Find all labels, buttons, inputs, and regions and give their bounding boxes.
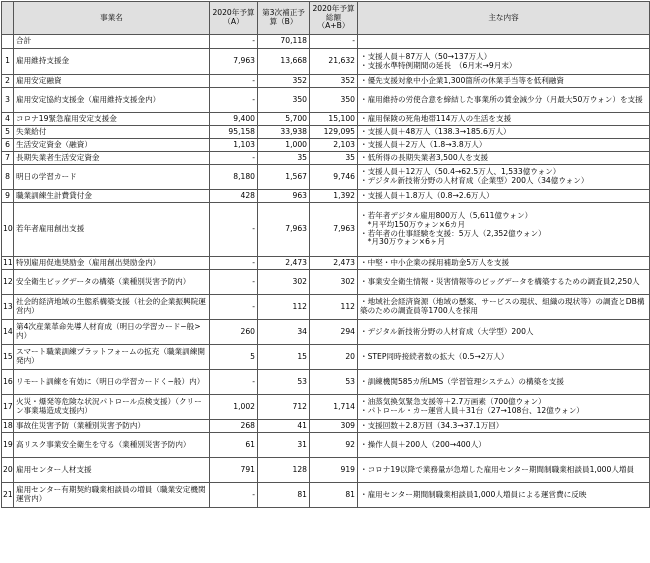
table-row bbox=[2, 483, 650, 508]
row-number: 5 bbox=[2, 126, 14, 139]
table-row bbox=[2, 203, 650, 257]
row-budget-total: 1,714 bbox=[310, 395, 358, 420]
row-budget-total: 9,746 bbox=[310, 165, 358, 190]
row-budget-b: 1,567 bbox=[258, 165, 310, 190]
row-budget-b: 33,938 bbox=[258, 126, 310, 139]
row-budget-total: 919 bbox=[310, 458, 358, 483]
content-line: ・支援人員＋1.8万人（0.8→2.6万人） bbox=[360, 190, 494, 200]
row-budget-total: 21,632 bbox=[310, 49, 358, 75]
content-line: ・支援人員＋48万人（138.3→185.6万人） bbox=[360, 126, 511, 136]
row-number: 15 bbox=[2, 345, 14, 370]
header-row bbox=[2, 2, 650, 35]
row-budget-total: 294 bbox=[310, 320, 358, 345]
row-budget-a: 5 bbox=[210, 345, 258, 370]
table-row bbox=[2, 88, 650, 113]
row-content bbox=[358, 370, 650, 395]
row-budget-a: 1,002 bbox=[210, 395, 258, 420]
total-a: - bbox=[210, 35, 258, 49]
row-budget-b: 128 bbox=[258, 458, 310, 483]
row-name: 生活安定資金（融資） bbox=[14, 139, 210, 152]
row-content bbox=[358, 75, 650, 88]
row-budget-b: 112 bbox=[258, 295, 310, 320]
row-budget-a: 428 bbox=[210, 190, 258, 203]
row-budget-total: 1,392 bbox=[310, 190, 358, 203]
row-budget-b: 2,473 bbox=[258, 257, 310, 270]
row-budget-b: 712 bbox=[258, 395, 310, 420]
content-line: ・支援水準特例期間の延長 （6月末→9月末） bbox=[360, 60, 517, 70]
row-budget-b: 1,000 bbox=[258, 139, 310, 152]
row-content bbox=[358, 203, 650, 257]
table-row bbox=[2, 75, 650, 88]
table-row bbox=[2, 152, 650, 165]
row-name: 特別雇用促進奨励金（雇用創出奨励金内） bbox=[14, 257, 210, 270]
table-row bbox=[2, 458, 650, 483]
row-budget-a: 9,400 bbox=[210, 113, 258, 126]
row-budget-a: 1,103 bbox=[210, 139, 258, 152]
content-line: ・支援人員＋2万人（1.8→3.8万人） bbox=[360, 139, 487, 149]
table-row bbox=[2, 420, 650, 433]
row-number: 11 bbox=[2, 257, 14, 270]
row-budget-total: 2,473 bbox=[310, 257, 358, 270]
row-budget-a: - bbox=[210, 203, 258, 257]
row-number: 14 bbox=[2, 320, 14, 345]
row-budget-a: 8,180 bbox=[210, 165, 258, 190]
row-content bbox=[358, 165, 650, 190]
row-number: 6 bbox=[2, 139, 14, 152]
row-budget-a: - bbox=[210, 75, 258, 88]
row-content bbox=[358, 152, 650, 165]
row-content bbox=[358, 345, 650, 370]
content-line: *月平均150万ウォン×6カ月 bbox=[360, 219, 466, 229]
row-budget-b: 41 bbox=[258, 420, 310, 433]
row-name: 安全衛生ビッグデータの構築（業種別災害予防内） bbox=[14, 270, 210, 295]
row-budget-total: 53 bbox=[310, 370, 358, 395]
row-number: 19 bbox=[2, 433, 14, 458]
row-budget-a: - bbox=[210, 88, 258, 113]
row-budget-b: 34 bbox=[258, 320, 310, 345]
row-budget-b: 81 bbox=[258, 483, 310, 508]
row-budget-b: 350 bbox=[258, 88, 310, 113]
row-number: 21 bbox=[2, 483, 14, 508]
table-row bbox=[2, 190, 650, 203]
content-line: ・若年者デジタル雇用800万人（5,611億ウォン） bbox=[360, 210, 533, 220]
table-row bbox=[2, 257, 650, 270]
row-budget-b: 352 bbox=[258, 75, 310, 88]
row-name: リモート訓練を有効に（明日の学習カードく−般）内） bbox=[14, 370, 210, 395]
row-budget-b: 302 bbox=[258, 270, 310, 295]
row-budget-total: 350 bbox=[310, 88, 358, 113]
row-number: 9 bbox=[2, 190, 14, 203]
row-name: 雇用安定融資 bbox=[14, 75, 210, 88]
row-budget-total: 35 bbox=[310, 152, 358, 165]
row-content bbox=[358, 483, 650, 508]
content-line: ・デジタル新技術分野の人材育成（大学型）200人 bbox=[360, 326, 534, 336]
table-row bbox=[2, 139, 650, 152]
row-content bbox=[358, 420, 650, 433]
row-budget-b: 31 bbox=[258, 433, 310, 458]
row-number: 1 bbox=[2, 49, 14, 75]
row-budget-a: - bbox=[210, 257, 258, 270]
row-budget-total: 81 bbox=[310, 483, 358, 508]
row-name: 火災・爆発等危険な状況パトロール点検支援）（クリーン事業場造成支援内） bbox=[14, 395, 210, 420]
content-line: ・雇用センター期間制職業相談員1,000人増員による運営費に反映 bbox=[360, 489, 587, 499]
total-b: 70,118 bbox=[258, 35, 310, 49]
content-line: ・低所得の長期失業者3,500人を支援 bbox=[360, 152, 489, 162]
row-budget-total: 20 bbox=[310, 345, 358, 370]
row-name: 社会的経済地域の生態系構築支援（社会的企業振興院運営内） bbox=[14, 295, 210, 320]
row-name: 失業給付 bbox=[14, 126, 210, 139]
table-row bbox=[2, 345, 650, 370]
row-content bbox=[358, 49, 650, 75]
content-line: ・支援人員＋87万人（50→137万人） bbox=[360, 51, 492, 61]
row-name: 若年者雇用創出支援 bbox=[14, 203, 210, 257]
header-budget-a: 2020年予算（A） bbox=[210, 2, 258, 35]
content-line: ・デジタル新技術分野の人材育成（企業型）200人（34億ウォン） bbox=[360, 176, 589, 185]
row-number: 12 bbox=[2, 270, 14, 295]
content-line: ・優先支援対象中小企業1,300箇所の休業手当等を低利融資 bbox=[360, 75, 564, 85]
row-budget-a: - bbox=[210, 270, 258, 295]
row-content bbox=[358, 270, 650, 295]
row-content bbox=[358, 433, 650, 458]
content-line: ・支援回数＋2.8万回（34.3→37.1万回） bbox=[360, 420, 504, 430]
content-line: ・雇用維持の労使合意を締結した事業所の賃金減少分（月最大50万ウォン）を支援 bbox=[360, 94, 643, 104]
row-budget-total: 352 bbox=[310, 75, 358, 88]
row-number: 16 bbox=[2, 370, 14, 395]
row-budget-a: - bbox=[210, 483, 258, 508]
row-content bbox=[358, 126, 650, 139]
row-name: 雇用維持支援金 bbox=[14, 49, 210, 75]
row-budget-b: 5,700 bbox=[258, 113, 310, 126]
row-name: 職業訓練生計費貸付金 bbox=[14, 190, 210, 203]
budget-table bbox=[1, 1, 650, 508]
row-content bbox=[358, 395, 650, 420]
row-budget-a: - bbox=[210, 152, 258, 165]
row-budget-b: 15 bbox=[258, 345, 310, 370]
content-line: ・STEP同時接続者数の拡大（0.5→2万人） bbox=[360, 351, 509, 361]
row-name: 長期失業者生活安定資金 bbox=[14, 152, 210, 165]
table-row bbox=[2, 270, 650, 295]
content-line: ・油蒸気換気緊急支援等＋2.7万画素（700億ウォン） bbox=[360, 397, 546, 407]
row-content bbox=[358, 88, 650, 113]
table-row bbox=[2, 113, 650, 126]
row-budget-b: 7,963 bbox=[258, 203, 310, 257]
row-number: 7 bbox=[2, 152, 14, 165]
table-row bbox=[2, 49, 650, 75]
total-label: 合計 bbox=[14, 35, 210, 49]
row-number: 8 bbox=[2, 165, 14, 190]
row-number: 10 bbox=[2, 203, 14, 257]
row-name: 高リスク事業安全衛生を守る（業種別災害予防内） bbox=[14, 433, 210, 458]
row-number: 20 bbox=[2, 458, 14, 483]
row-name: 明日の学習カード bbox=[14, 165, 210, 190]
table-row bbox=[2, 433, 650, 458]
row-budget-a: - bbox=[210, 295, 258, 320]
content-line: ・支援人員＋12万人（50.4→62.5万人、1,533億ウォン） bbox=[360, 167, 561, 177]
row-content bbox=[358, 139, 650, 152]
total-ab: - bbox=[310, 35, 358, 49]
row-budget-b: 963 bbox=[258, 190, 310, 203]
row-name: 雇用センター有期契約職業相談員の増員（職業安定機関運営内） bbox=[14, 483, 210, 508]
content-line: ・パトロール・カー運営人員＋31台（27→108台、12億ウォン） bbox=[360, 406, 584, 415]
table-row bbox=[2, 295, 650, 320]
row-name: 事故住災害予防（業種別災害予防内） bbox=[14, 420, 210, 433]
content-line: ・操作人員＋200人（200→400人） bbox=[360, 439, 486, 449]
content-line: ・若年者の仕事経験を支援：5万人（2,352億ウォン） bbox=[360, 228, 546, 238]
row-budget-a: 95,158 bbox=[210, 126, 258, 139]
row-name: スマート職業訓練プラットフォームの拡充（職業訓練開発内） bbox=[14, 345, 210, 370]
row-budget-total: 309 bbox=[310, 420, 358, 433]
table-row bbox=[2, 395, 650, 420]
row-content bbox=[358, 190, 650, 203]
table-row bbox=[2, 370, 650, 395]
row-budget-a: 7,963 bbox=[210, 49, 258, 75]
row-budget-total: 15,100 bbox=[310, 113, 358, 126]
content-line: ・訓練機関585カ所LMS（学習管理システム）の構築を支援 bbox=[360, 376, 564, 386]
row-number: 3 bbox=[2, 88, 14, 113]
row-budget-a: 791 bbox=[210, 458, 258, 483]
header-content: 主な内容 bbox=[358, 2, 650, 35]
row-number: 17 bbox=[2, 395, 14, 420]
row-budget-a: 260 bbox=[210, 320, 258, 345]
row-budget-a: - bbox=[210, 370, 258, 395]
header-no bbox=[2, 2, 14, 35]
row-number: 4 bbox=[2, 113, 14, 126]
content-line: ・中堅・中小企業の採用補助金5万人を支援 bbox=[360, 257, 510, 267]
table-row bbox=[2, 165, 650, 190]
row-content bbox=[358, 458, 650, 483]
header-name: 事業名 bbox=[14, 2, 210, 35]
row-number: 2 bbox=[2, 75, 14, 88]
content-line: ・雇用保険の死角地帯114万人の生活を支援 bbox=[360, 113, 512, 123]
row-budget-b: 13,668 bbox=[258, 49, 310, 75]
row-name: コロナ19緊急雇用安定支援金 bbox=[14, 113, 210, 126]
total-row bbox=[2, 35, 650, 49]
row-budget-a: 268 bbox=[210, 420, 258, 433]
row-content bbox=[358, 113, 650, 126]
content-line: ・コロナ19以降で業務量が急増した雇用センター期間制職業相談員1,000人増員 bbox=[360, 464, 635, 474]
row-content bbox=[358, 295, 650, 320]
row-budget-total: 112 bbox=[310, 295, 358, 320]
header-budget-total: 2020年予算総額（A+B） bbox=[310, 2, 358, 35]
row-budget-b: 35 bbox=[258, 152, 310, 165]
row-budget-total: 302 bbox=[310, 270, 358, 295]
row-budget-a: 61 bbox=[210, 433, 258, 458]
row-number: 18 bbox=[2, 420, 14, 433]
row-budget-b: 53 bbox=[258, 370, 310, 395]
row-budget-total: 92 bbox=[310, 433, 358, 458]
row-budget-total: 2,103 bbox=[310, 139, 358, 152]
content-line: ・地域社会経済資源（地域の懸案、サービスの現状、組織の現状等）の調査とDB構築のための調査員等1700人を採用 bbox=[360, 297, 645, 315]
row-number: 13 bbox=[2, 295, 14, 320]
row-content bbox=[358, 320, 650, 345]
row-name: 雇用センター人材支援 bbox=[14, 458, 210, 483]
row-name: 第4次産業革命先導人材育成（明日の学習カード−般>内） bbox=[14, 320, 210, 345]
content-line: ・事業安全衛生情報・災害情報等のビッグデータを構築するための調査員2,250人 bbox=[360, 276, 640, 286]
row-content bbox=[358, 257, 650, 270]
row-budget-total: 7,963 bbox=[310, 203, 358, 257]
content-line: *月30万ウォン×6ヶ月 bbox=[360, 237, 446, 247]
table-row bbox=[2, 126, 650, 139]
table-row bbox=[2, 320, 650, 345]
row-budget-total: 129,095 bbox=[310, 126, 358, 139]
header-budget-b: 第3次補正予算（B） bbox=[258, 2, 310, 35]
row-name: 雇用安定協約支援金（雇用維持支援金内） bbox=[14, 88, 210, 113]
